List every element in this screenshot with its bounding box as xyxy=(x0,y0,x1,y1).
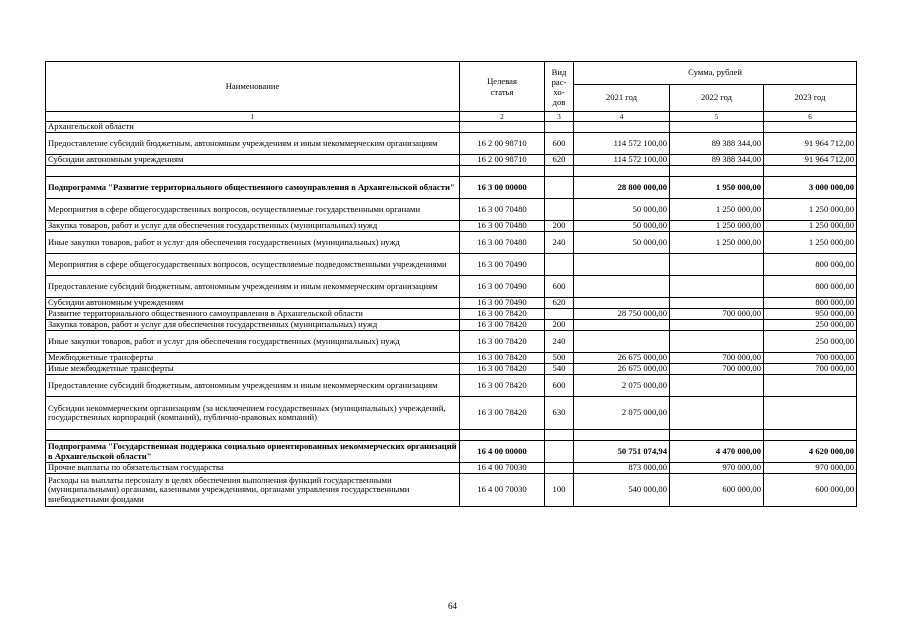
row-sum-2022: 970 000,00 xyxy=(670,463,764,474)
row-sum-2021: 50 751 074,94 xyxy=(574,441,670,463)
budget-table xyxy=(45,61,857,507)
table-row xyxy=(46,133,857,155)
row-sum-2021: 114 572 100,00 xyxy=(574,155,670,166)
row-sum-2022: 700 000,00 xyxy=(670,353,764,364)
row-sum-2022 xyxy=(670,166,764,177)
row-expense-type xyxy=(545,166,574,177)
row-sum-2023: 4 620 000,00 xyxy=(764,441,857,463)
row-expense-type: 240 xyxy=(545,232,574,254)
table-row xyxy=(46,441,857,463)
row-expense-type: 540 xyxy=(545,364,574,375)
row-name: Иные закупки товаров, работ и услуг для обеспечения государственных (муниципальных) нужд xyxy=(46,232,460,254)
header-year-2021: 2021 год xyxy=(574,85,670,112)
row-sum-2023: 91 964 712,00 xyxy=(764,155,857,166)
table-row xyxy=(46,320,857,331)
row-name: Развитие территориального общественного самоуправления в Архангельской области xyxy=(46,309,460,320)
row-sum-2022 xyxy=(670,430,764,441)
row-sum-2021 xyxy=(574,430,670,441)
row-expense-type: 500 xyxy=(545,353,574,364)
row-sum-2021: 2 075 000,00 xyxy=(574,397,670,430)
page-number: 64 xyxy=(448,601,457,611)
row-name: Закупка товаров, работ и услуг для обеспечения государственных (муниципальных) нужд xyxy=(46,221,460,232)
header-target-article xyxy=(460,62,545,112)
row-sum-2021: 26 675 000,00 xyxy=(574,364,670,375)
row-sum-2023 xyxy=(764,166,857,177)
row-target-code: 16 3 00 78420 xyxy=(460,397,545,430)
row-target-code: 16 3 00 70490 xyxy=(460,254,545,276)
row-expense-type xyxy=(545,122,574,133)
column-number: 5 xyxy=(670,112,764,122)
row-name xyxy=(46,166,460,177)
row-name: Предоставление субсидий бюджетным, автономным учреждениям и иным некоммерческим организациям xyxy=(46,375,460,397)
row-sum-2023: 250 000,00 xyxy=(764,331,857,353)
row-sum-2023 xyxy=(764,430,857,441)
row-sum-2023: 800 000,00 xyxy=(764,254,857,276)
row-expense-type xyxy=(545,309,574,320)
table-row xyxy=(46,177,857,199)
row-sum-2023: 3 000 000,00 xyxy=(764,177,857,199)
table-row xyxy=(46,254,857,276)
table-row xyxy=(46,232,857,254)
header-year-2023: 2023 год xyxy=(764,85,857,112)
row-expense-type: 600 xyxy=(545,133,574,155)
row-sum-2021: 540 000,00 xyxy=(574,474,670,507)
table-row xyxy=(46,375,857,397)
row-name xyxy=(46,430,460,441)
row-target-code xyxy=(460,122,545,133)
row-sum-2021: 50 000,00 xyxy=(574,232,670,254)
row-sum-2023: 1 250 000,00 xyxy=(764,232,857,254)
row-target-code: 16 2 00 98710 xyxy=(460,133,545,155)
row-expense-type xyxy=(545,199,574,221)
header-target-text: Целевая статья xyxy=(487,75,517,97)
table-row xyxy=(46,155,857,166)
row-name: Предоставление субсидий бюджетным, автономным учреждениям и иным некоммерческим организациям xyxy=(46,133,460,155)
row-sum-2021 xyxy=(574,276,670,298)
row-sum-2021: 28 750 000,00 xyxy=(574,309,670,320)
row-sum-2022 xyxy=(670,298,764,309)
table-row xyxy=(46,331,857,353)
column-number: 3 xyxy=(545,112,574,122)
row-expense-type xyxy=(545,177,574,199)
row-sum-2022 xyxy=(670,397,764,430)
header-expense-type xyxy=(545,62,574,112)
row-sum-2022: 89 388 344,00 xyxy=(670,155,764,166)
row-target-code: 16 3 00 70490 xyxy=(460,276,545,298)
row-sum-2023: 91 964 712,00 xyxy=(764,133,857,155)
row-sum-2021 xyxy=(574,254,670,276)
row-target-code: 16 4 00 70030 xyxy=(460,474,545,507)
table-row xyxy=(46,166,857,177)
row-sum-2021 xyxy=(574,331,670,353)
row-target-code xyxy=(460,166,545,177)
row-name: Субсидии автономным учреждениям xyxy=(46,298,460,309)
row-name: Мероприятия в сфере общегосударственных вопросов, осуществляемые подведомственными учреждениями xyxy=(46,254,460,276)
header-year-2022: 2022 год xyxy=(670,85,764,112)
row-name: Иные закупки товаров, работ и услуг для обеспечения государственных (муниципальных) нужд xyxy=(46,331,460,353)
row-target-code: 16 3 00 78420 xyxy=(460,353,545,364)
row-name: Подпрограмма "Развитие территориального общественного самоуправления в Архангельской области" xyxy=(46,177,460,199)
table-row xyxy=(46,397,857,430)
row-sum-2023: 1 250 000,00 xyxy=(764,221,857,232)
row-target-code: 16 3 00 70480 xyxy=(460,199,545,221)
table-row xyxy=(46,221,857,232)
row-sum-2022: 1 250 000,00 xyxy=(670,232,764,254)
row-sum-2021: 2 075 000,00 xyxy=(574,375,670,397)
row-expense-type: 200 xyxy=(545,221,574,232)
row-sum-2022 xyxy=(670,320,764,331)
row-expense-type xyxy=(545,254,574,276)
row-sum-2022: 4 470 000,00 xyxy=(670,441,764,463)
row-expense-type xyxy=(545,463,574,474)
row-target-code: 16 4 00 70030 xyxy=(460,463,545,474)
row-sum-2021: 50 000,00 xyxy=(574,199,670,221)
row-name: Подпрограмма "Государственная поддержка социально ориентированных некоммерческих организаций в Архангельской области" xyxy=(46,441,460,463)
row-expense-type: 200 xyxy=(545,320,574,331)
row-name: Межбюджетные трансферты xyxy=(46,353,460,364)
row-expense-type: 620 xyxy=(545,155,574,166)
row-sum-2023: 250 000,00 xyxy=(764,320,857,331)
row-name: Архангельской области xyxy=(46,122,460,133)
row-expense-type: 620 xyxy=(545,298,574,309)
row-sum-2022 xyxy=(670,331,764,353)
row-sum-2021: 28 800 000,00 xyxy=(574,177,670,199)
header-name: Наименование xyxy=(46,62,460,112)
row-expense-type: 600 xyxy=(545,276,574,298)
row-target-code: 16 3 00 70490 xyxy=(460,298,545,309)
row-sum-2023 xyxy=(764,122,857,133)
table-row xyxy=(46,309,857,320)
row-sum-2022: 600 000,00 xyxy=(670,474,764,507)
column-number: 6 xyxy=(764,112,857,122)
row-target-code: 16 3 00 78420 xyxy=(460,320,545,331)
row-sum-2021 xyxy=(574,122,670,133)
row-target-code: 16 3 00 78420 xyxy=(460,309,545,320)
row-sum-2022: 700 000,00 xyxy=(670,309,764,320)
row-target-code xyxy=(460,430,545,441)
row-sum-2021: 50 000,00 xyxy=(574,221,670,232)
column-number: 1 xyxy=(46,112,460,122)
row-name: Закупка товаров, работ и услуг для обеспечения государственных (муниципальных) нужд xyxy=(46,320,460,331)
budget-table-sheet xyxy=(45,61,856,507)
table-row xyxy=(46,276,857,298)
row-name: Предоставление субсидий бюджетным, автономным учреждениям и иным некоммерческим организациям xyxy=(46,276,460,298)
row-target-code: 16 4 00 00000 xyxy=(460,441,545,463)
row-sum-2022: 1 250 000,00 xyxy=(670,199,764,221)
row-name: Прочие выплаты по обязательствам государства xyxy=(46,463,460,474)
row-expense-type xyxy=(545,441,574,463)
row-name: Субсидии некоммерческим организациям (за исключением государственных (муниципальных) учреждений, государственных корпораций (компаний), публично-правовых компаний) xyxy=(46,397,460,430)
header-type-line: Вид xyxy=(551,66,567,77)
table-body xyxy=(46,122,857,507)
row-expense-type: 240 xyxy=(545,331,574,353)
row-sum-2022: 89 388 344,00 xyxy=(670,133,764,155)
row-sum-2021: 114 572 100,00 xyxy=(574,133,670,155)
row-sum-2022 xyxy=(670,375,764,397)
row-name: Расходы на выплаты персоналу в целях обеспечения выполнения функций государственными (муниципальными) органами, казенными учреждениями, органами управления государственными внебюджетными фондами xyxy=(46,474,460,507)
row-name: Иные межбюджетные трансферты xyxy=(46,364,460,375)
row-sum-2021: 873 000,00 xyxy=(574,463,670,474)
row-target-code: 16 2 00 98710 xyxy=(460,155,545,166)
row-target-code: 16 3 00 78420 xyxy=(460,331,545,353)
row-sum-2023 xyxy=(764,375,857,397)
header-type-line: рас- xyxy=(551,76,567,87)
row-sum-2023: 800 000,00 xyxy=(764,276,857,298)
row-sum-2023: 700 000,00 xyxy=(764,364,857,375)
table-row xyxy=(46,298,857,309)
row-target-code: 16 3 00 00000 xyxy=(460,177,545,199)
row-sum-2023: 1 250 000,00 xyxy=(764,199,857,221)
row-sum-2023: 800 000,00 xyxy=(764,298,857,309)
row-sum-2023: 700 000,00 xyxy=(764,353,857,364)
column-number: 2 xyxy=(460,112,545,122)
row-name: Мероприятия в сфере общегосударственных вопросов, осуществляемые государственными органами xyxy=(46,199,460,221)
table-row xyxy=(46,122,857,133)
row-expense-type: 600 xyxy=(545,375,574,397)
row-sum-2022 xyxy=(670,254,764,276)
header-type-line: дов xyxy=(552,96,566,107)
row-target-code: 16 3 00 78420 xyxy=(460,364,545,375)
table-row xyxy=(46,199,857,221)
row-name: Субсидии автономным учреждениям xyxy=(46,155,460,166)
row-sum-2023: 950 000,00 xyxy=(764,309,857,320)
header-sum: Сумма, рублей xyxy=(574,62,857,85)
row-sum-2021 xyxy=(574,320,670,331)
row-sum-2022: 1 950 000,00 xyxy=(670,177,764,199)
row-target-code: 16 3 00 70480 xyxy=(460,232,545,254)
row-sum-2022: 1 250 000,00 xyxy=(670,221,764,232)
row-expense-type: 100 xyxy=(545,474,574,507)
row-sum-2023: 970 000,00 xyxy=(764,463,857,474)
column-number: 4 xyxy=(574,112,670,122)
table-row xyxy=(46,364,857,375)
row-target-code: 16 3 00 70480 xyxy=(460,221,545,232)
row-sum-2022 xyxy=(670,276,764,298)
row-target-code: 16 3 00 78420 xyxy=(460,375,545,397)
row-sum-2021 xyxy=(574,166,670,177)
table-row xyxy=(46,474,857,507)
row-expense-type xyxy=(545,430,574,441)
row-sum-2021: 26 675 000,00 xyxy=(574,353,670,364)
row-sum-2023 xyxy=(764,397,857,430)
row-sum-2023: 600 000,00 xyxy=(764,474,857,507)
row-sum-2022 xyxy=(670,122,764,133)
header-type-line: хо- xyxy=(553,86,565,97)
table-row xyxy=(46,430,857,441)
row-expense-type: 630 xyxy=(545,397,574,430)
row-sum-2022: 700 000,00 xyxy=(670,364,764,375)
row-sum-2021 xyxy=(574,298,670,309)
table-row xyxy=(46,353,857,364)
table-row xyxy=(46,463,857,474)
